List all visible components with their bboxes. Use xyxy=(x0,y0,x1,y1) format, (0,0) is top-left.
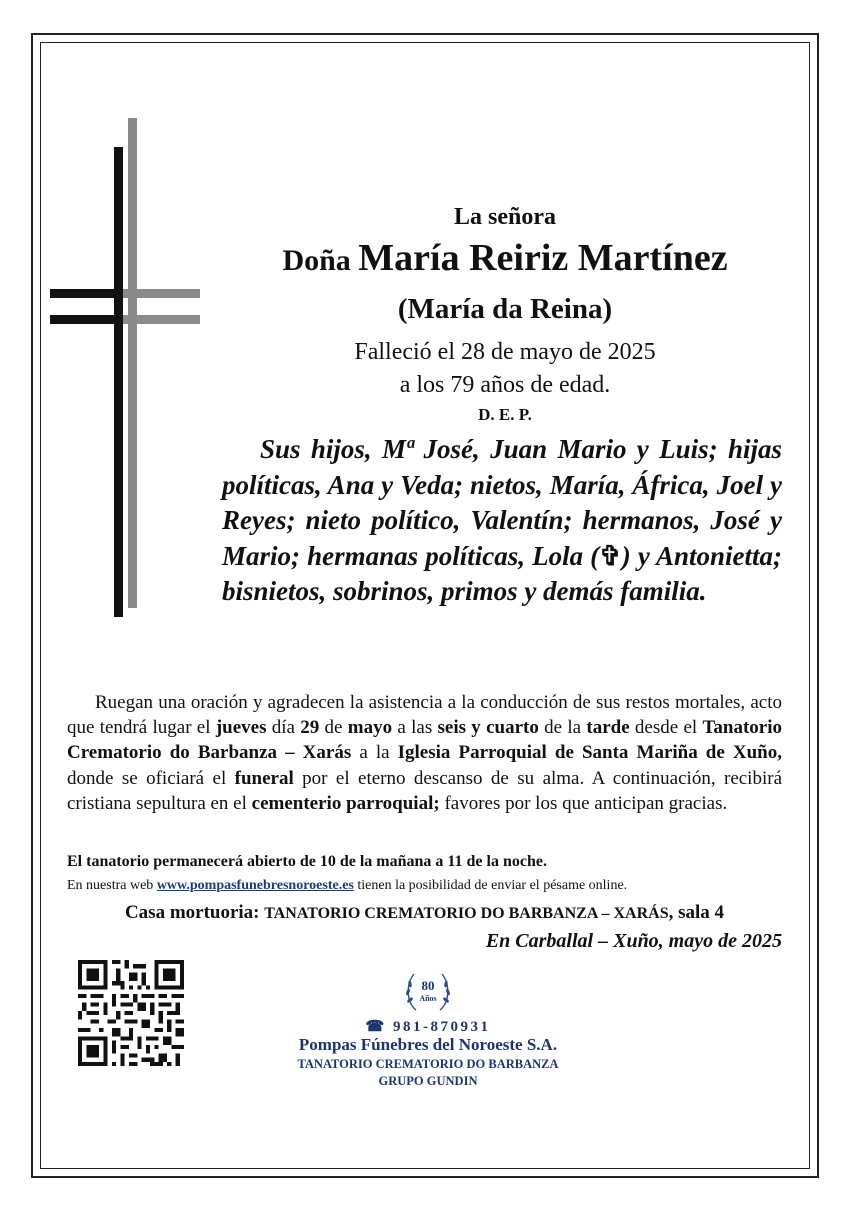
ceremony-text: por el eterno descanso de su alma. A continuación, recibirá cristiana sepultura en el xyxy=(67,767,783,814)
deceased-name: María Reiriz Martínez xyxy=(358,237,728,279)
deceased-name-line xyxy=(210,236,800,280)
title-prefix: La señora xyxy=(454,204,556,230)
tanatorio-hours: El tanatorio permanecerá abierto de 10 de la mañana a 11 de la noche. xyxy=(67,853,547,870)
cross-gray-horizontal xyxy=(120,289,200,298)
web-suffix: tienen la posibilidad de enviar el pésame online. xyxy=(353,878,628,893)
cross-dark-horizontal xyxy=(50,289,122,298)
ceremony-text: Ruegan una oración y agradecen la asistencia a la conducción de sus restos mortales, acto que tendrá lugar el xyxy=(67,692,782,739)
ceremony-text: día xyxy=(266,717,301,739)
nickname: (María da Reina) xyxy=(397,293,613,325)
ceremony-time: seis y cuarto xyxy=(437,717,539,739)
cross-dark-horizontal-2 xyxy=(50,315,122,324)
web-line xyxy=(67,878,627,894)
latin-cross-icon: ✞ xyxy=(599,540,622,571)
casa-label: Casa mortuoria: xyxy=(124,902,265,923)
ceremony-text: de la xyxy=(538,717,587,739)
ceremony-funeral: funeral xyxy=(234,767,294,789)
family-text-2: ) y Antonietta; bisnietos, sobrinos, primos y demás familia. xyxy=(222,540,782,606)
place-date: En Carballal – Xuño, mayo de 2025 xyxy=(485,930,782,952)
honorific: Doña xyxy=(282,244,351,277)
ceremony-text: a la xyxy=(351,742,398,764)
phone-line xyxy=(268,1017,588,1036)
phone-icon: ☎ xyxy=(365,1019,387,1035)
phone-number[interactable]: 981-870931 xyxy=(392,1019,491,1035)
family-paragraph xyxy=(222,432,782,610)
ceremony-date: 29 xyxy=(300,717,320,739)
ceremony-month: mayo xyxy=(347,717,393,739)
cross-gray-horizontal-2 xyxy=(120,315,200,324)
company-name: Pompas Fúnebres del Noroeste S.A. xyxy=(298,1035,558,1054)
cross-gray-vertical xyxy=(128,118,137,608)
casa-room: sala 4 xyxy=(678,902,725,923)
dep-abbreviation: D. E. P. xyxy=(478,405,532,424)
ceremony-day: jueves xyxy=(215,717,267,739)
seal-label: Años xyxy=(419,994,437,1003)
casa-mortuoria xyxy=(67,902,782,924)
ceremony-origin: Tanatorio Crematorio do Barbanza – Xarás xyxy=(67,717,783,764)
ceremony-cemetery: cementerio parroquial; xyxy=(251,792,440,814)
website-link[interactable]: www.pompasfunebresnoroeste.es xyxy=(156,878,354,893)
casa-separator: , xyxy=(668,902,679,923)
web-prefix: En nuestra web xyxy=(67,878,157,893)
ceremony-text: a las xyxy=(392,717,438,739)
ceremony-text: favores por los que anticipan gracias. xyxy=(439,792,728,814)
ceremony-text: desde el xyxy=(629,717,703,739)
ceremony-paragraph xyxy=(67,690,782,816)
age-line: a los 79 años de edad. xyxy=(399,372,611,398)
family-text-1: Sus hijos, Mª José, Juan Mario y Luis; hijas políticas, Ana y Veda; nietos, María, África, Joel y Reyes; nieto político, Valentín; hermanos, José y Mario; hermanas políticas, Lola ( xyxy=(222,434,782,571)
tanatorio-name: TANATORIO CREMATORIO DO BARBANZA xyxy=(297,1057,559,1071)
ceremony-text: de xyxy=(319,717,348,739)
seal-number: 80 xyxy=(421,978,435,993)
death-date: Falleció el 28 de mayo de 2025 xyxy=(354,339,656,365)
ceremony-church: Iglesia Parroquial de Santa Mariña de Xuño, xyxy=(397,742,782,764)
casa-name: TANATORIO CREMATORIO DO BARBANZA – XARÁS xyxy=(264,905,669,922)
laurel-seal-icon xyxy=(402,966,454,1016)
cross-dark-vertical xyxy=(114,147,123,617)
ceremony-period: tarde xyxy=(586,717,630,739)
qr-code-icon[interactable] xyxy=(78,960,184,1066)
group-name: GRUPO GUNDIN xyxy=(378,1074,478,1088)
ceremony-text: donde se oficiará el xyxy=(67,767,235,789)
